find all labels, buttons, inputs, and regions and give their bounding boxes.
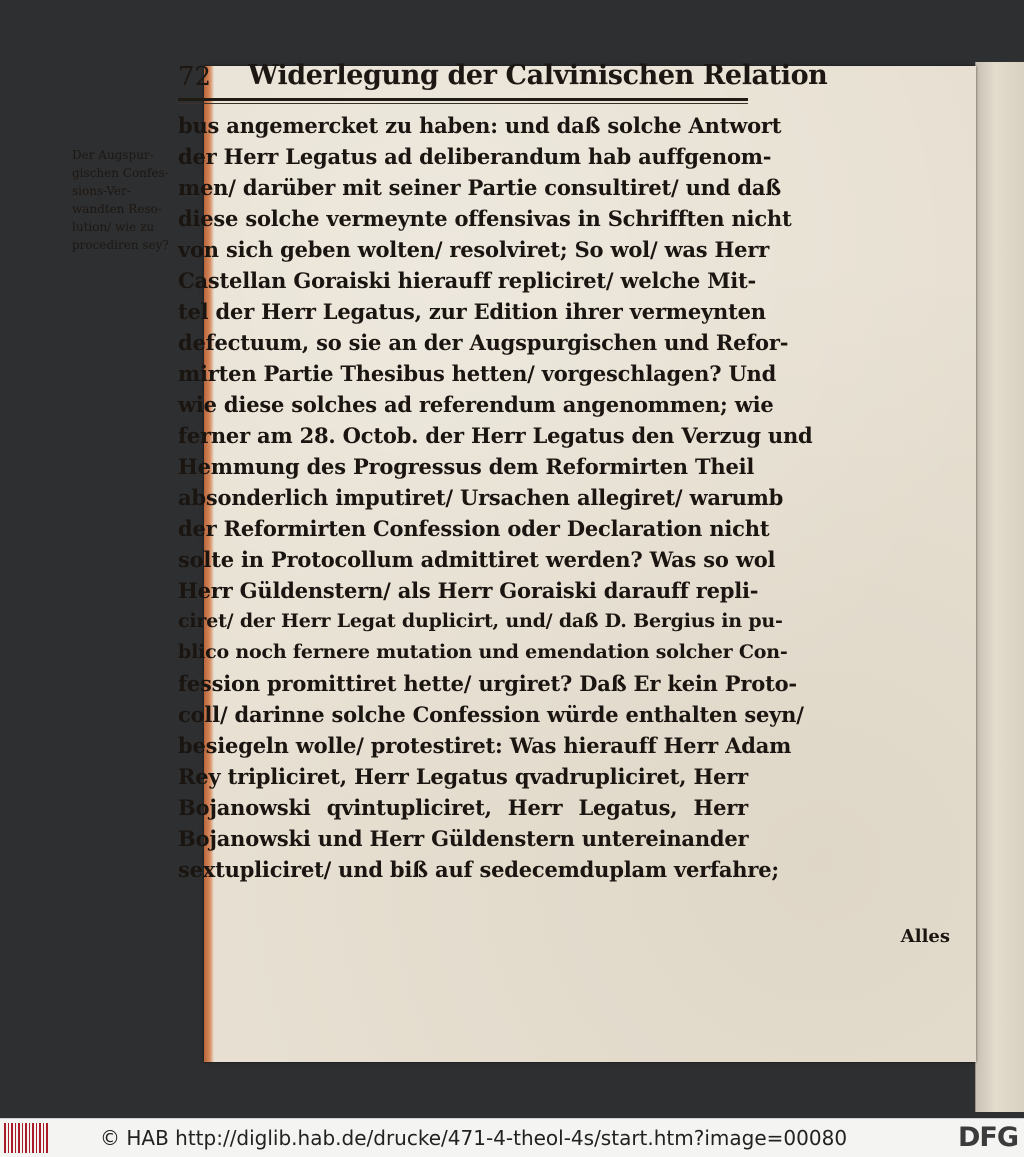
marginal-note-line: gischen Confes- (72, 166, 169, 180)
dfg-logo: DFG (957, 1122, 1018, 1153)
marginal-note-line: sions-Ver- (72, 184, 131, 198)
footer-bar (0, 1118, 1024, 1157)
text-line: coll/ darinne solche Confession würde enthalten seyn/ (178, 702, 804, 727)
marginal-note-line: procediren sey? (72, 238, 169, 252)
text-line: der Herr Legatus ad deliberandum hab auffgenom- (178, 144, 772, 169)
text-line: absonderlich imputiret/ Ursachen allegiret/ warumb (178, 485, 784, 510)
text-line: solte in Protocollum admittiret werden? Was so wol (178, 547, 776, 572)
page-catch-area (204, 66, 976, 1062)
marginal-note-line: lution/ wie zu (72, 220, 155, 234)
text-line: men/ darüber mit seiner Partie consultiret/ und daß (178, 175, 781, 200)
text-line: Rey tripliciret, Herr Legatus qvadrupliciret, Herr (178, 764, 748, 789)
following-pages-edge (975, 62, 1024, 1112)
marginal-note-line: Der Augspur- (72, 148, 154, 162)
barcode-icon (4, 1123, 48, 1153)
text-line: sextupliciret/ und biß auf sedecemduplam verfahre; (178, 857, 779, 882)
text-line: Herr Güldenstern/ als Herr Goraiski darauff repli- (178, 578, 759, 603)
text-line: der Reformirten Confession oder Declaration nicht (178, 516, 770, 541)
text-line: ciret/ der Herr Legat duplicirt, und/ daß D. Bergius in pu- (178, 610, 783, 632)
text-line: defectuum, so sie an der Augspurgischen und Refor- (178, 330, 789, 355)
text-line: blico noch fernere mutation und emendation solcher Con- (178, 641, 788, 663)
marginal-note (72, 146, 184, 254)
running-head: Widerlegung der Calvinischen Relation (248, 60, 828, 91)
text-line: fession promittiret hette/ urgiret? Daß Er kein Proto- (178, 671, 797, 696)
text-line: Castellan Goraiski hierauff repliciret/ welche Mit- (178, 268, 757, 293)
text-line: besiegeln wolle/ protestiret: Was hierauff Herr Adam (178, 733, 792, 758)
text-line: bus angemercket zu haben: und daß solche Antwort (178, 113, 782, 138)
page-number: 72 (178, 62, 212, 92)
text-line: Bojanowski qvintupliciret, Herr Legatus, Herr (178, 795, 748, 820)
marginal-note-line: wandten Reso- (72, 202, 162, 216)
text-line: Hemmung des Progressus dem Reformirten Theil (178, 454, 755, 479)
text-line: tel der Herr Legatus, zur Edition ihrer vermeynten (178, 299, 766, 324)
text-line: mirten Partie Thesibus hetten/ vorgeschlagen? Und (178, 361, 777, 386)
catchword: Alles (900, 926, 950, 947)
text-line: wie diese solches ad referendum angenommen; wie (178, 392, 774, 417)
text-line: ferner am 28. Octob. der Herr Legatus den Verzug und (178, 423, 813, 448)
text-line: von sich geben wolten/ resolviret; So wol/ was Herr (178, 237, 770, 262)
citation-link[interactable]: © HAB http://diglib.hab.de/drucke/471-4-theol-4s/start.htm?image=00080 (100, 1126, 848, 1150)
text-line: Bojanowski und Herr Güldenstern untereinander (178, 826, 749, 851)
text-line: diese solche vermeynte offensivas in Schrifften nicht (178, 206, 792, 231)
